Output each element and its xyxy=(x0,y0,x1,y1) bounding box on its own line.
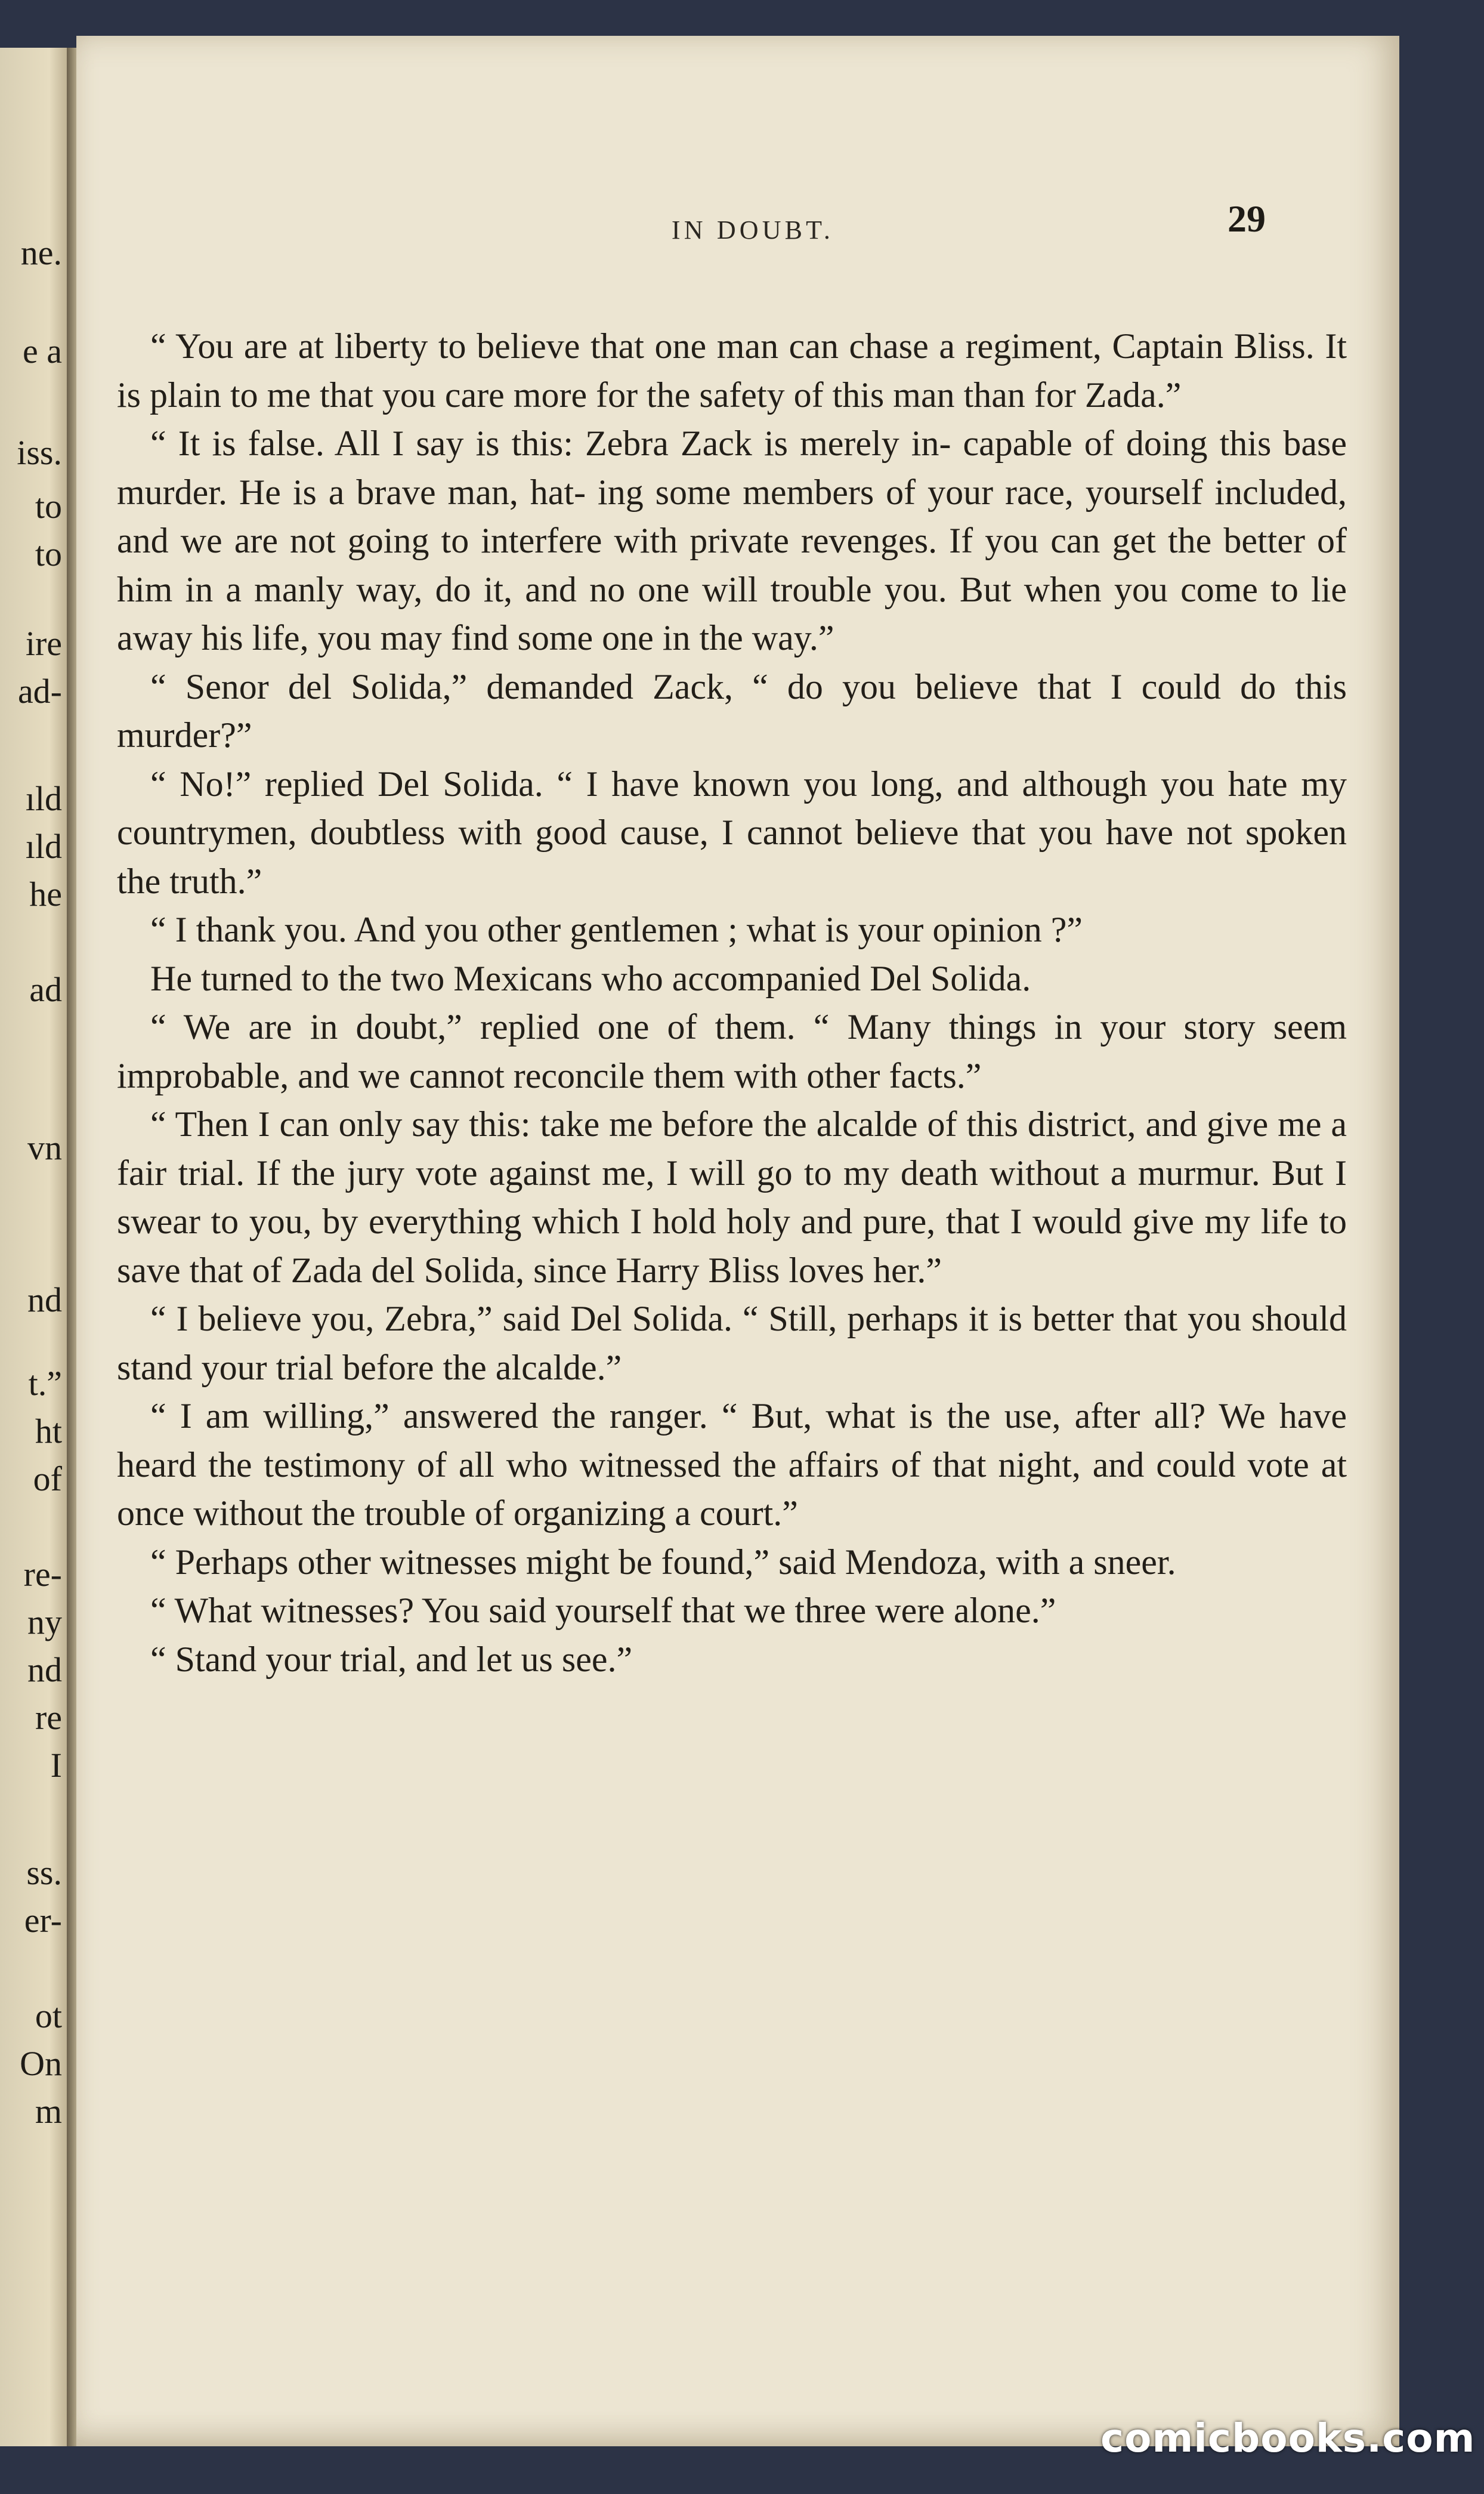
page-body xyxy=(117,322,1347,1684)
facing-page-fragment: re xyxy=(35,1698,62,1737)
paragraph: “ You are at liberty to believe that one man can chase a regiment, Captain Bliss. It is plain to me that you care more for the safety of this man than for Zada.” xyxy=(117,326,1347,415)
paragraph: “ Perhaps other witnesses might be found,” said Mendoza, with a sneer. xyxy=(150,1542,1176,1582)
facing-page-fragment: ny xyxy=(27,1603,62,1641)
facing-page-fragment: iss. xyxy=(17,433,62,472)
paragraph: “ Stand your trial, and let us see.” xyxy=(150,1639,633,1679)
facing-page-fragment: ıld xyxy=(25,779,62,818)
facing-page-fragment: ad xyxy=(29,970,62,1009)
facing-page-fragment: e a xyxy=(23,332,62,371)
facing-page-fragment: I xyxy=(50,1746,62,1785)
facing-page-fragment: ıld xyxy=(25,827,62,866)
facing-page-fragment: ad- xyxy=(17,672,62,711)
facing-page-fragment: ss. xyxy=(26,1853,62,1892)
facing-page-fragment: On xyxy=(20,2044,62,2083)
page-number: 29 xyxy=(1228,197,1266,240)
book-page xyxy=(76,36,1399,2446)
facing-page-fragment: m xyxy=(35,2092,62,2131)
watermark: comicbooks.com xyxy=(1100,2415,1476,2461)
facing-page-fragment: he xyxy=(29,875,62,913)
facing-page-fragment: nd xyxy=(27,1280,62,1319)
paragraph: “ We are in doubt,” replied one of them. “ Many things in your story seem improbable, and we cannot reconcile them with other facts.” xyxy=(117,1007,1347,1095)
paragraph: “ It is false. All I say is this: Zebra Zack is merely in- capable of doing this base murder. He is a brave man, hat- ing some members of your race, yourself included, and we are not going to interfere with private revenges. If you can get the better of him in a manly way, do it, and no one will trouble you. But when you come to lie away his life, you may find some one in the way.” xyxy=(117,424,1347,658)
facing-page-fragment: ot xyxy=(35,1996,62,2035)
paragraph: He turned to the two Mexicans who accompanied Del Solida. xyxy=(150,958,1031,998)
facing-page-fragment: ire xyxy=(25,624,62,663)
paragraph: “ I thank you. And you other gentlemen ; what is your opinion ?” xyxy=(150,910,1083,949)
facing-page-edge xyxy=(0,48,70,2446)
running-head: IN DOUBT. xyxy=(671,215,834,245)
facing-page-fragment: ne. xyxy=(20,233,62,272)
paragraph: “ No!” replied Del Solida. “ I have known you long, and although you hate my countrymen, doubtless with good cause, I cannot believe that you have not spoken the truth.” xyxy=(117,764,1347,901)
paragraph: “ I believe you, Zebra,” said Del Solida. “ Still, perhaps it is better that you should stand your trial before the alcalde.” xyxy=(117,1299,1347,1387)
facing-page-fragment: ht xyxy=(35,1412,62,1450)
paragraph: “ Then I can only say this: take me before the alcalde of this district, and give me a fair trial. If the jury vote against me, I will go to my death without a murmur. But I swear to you, by everything which I hold holy and pure, that I would give my life to save that of Zada del Solida, since Harry Bliss loves her.” xyxy=(117,1104,1347,1290)
facing-page-fragment: nd xyxy=(27,1650,62,1689)
facing-page-fragment: vn xyxy=(27,1128,62,1167)
paragraph: “ Senor del Solida,” demanded Zack, “ do you believe that I could do this murder?” xyxy=(117,666,1347,755)
facing-page-fragment: re- xyxy=(23,1555,62,1594)
paragraph: “ I am willing,” answered the ranger. “ But, what is the use, after all? We have heard the testimony of all who witnessed the affairs of that night, and could vote at once without the trouble of organizing a court.” xyxy=(117,1396,1347,1533)
paragraph: “ What witnesses? You said yourself that we three were alone.” xyxy=(150,1591,1056,1630)
facing-page-fragment: to xyxy=(35,535,62,573)
facing-page-fragment: t.” xyxy=(28,1364,62,1403)
facing-page-fragment: to xyxy=(35,487,62,526)
facing-page-fragment: of xyxy=(33,1459,62,1498)
facing-page-fragment: er- xyxy=(24,1901,62,1940)
